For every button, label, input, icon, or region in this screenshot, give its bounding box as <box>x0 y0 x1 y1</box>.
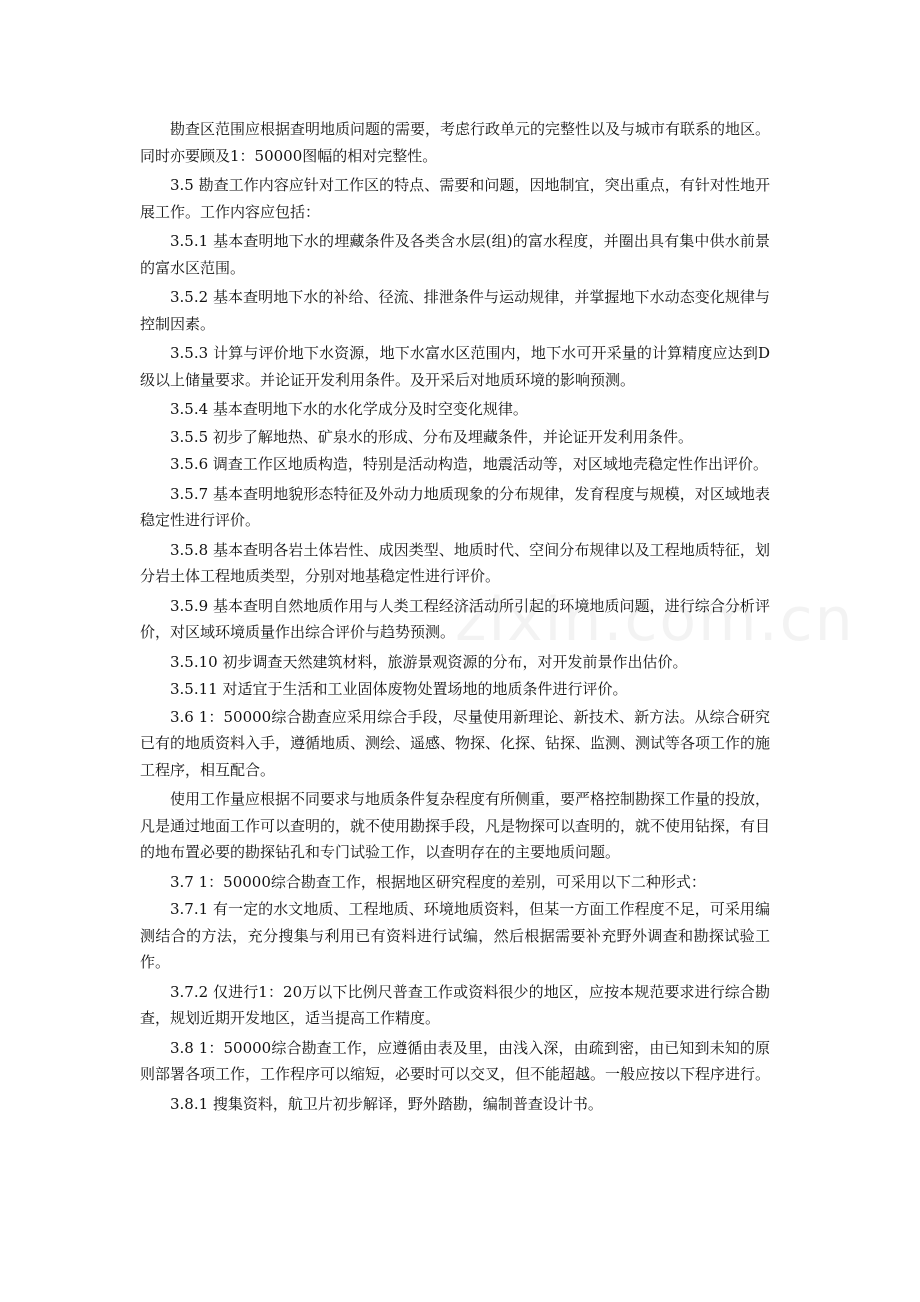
paragraph-3-5-7: 3.5.7 基本查明地貌形态特征及外动力地质现象的分布规律，发育程度与规模，对区域地表稳定性进行评价。 <box>140 484 770 529</box>
paragraph-3-5-1: 3.5.1 基本查明地下水的埋藏条件及各类含水层(组)的富水程度，并圈出具有集中供水前景的富水区范围。 <box>140 232 770 277</box>
paragraph-workload: 使用工作量应根据不同要求与地质条件复杂程度有所侧重，要严格控制勘探工作量的投放，凡是通过地面工作可以查明的，就不使用勘探手段，凡是物探可以查明的，就不使用钻探，有目的地布置必要的勘探钻孔和专门试验工作，以查明存在的主要地质问题。 <box>140 790 771 861</box>
paragraph-3-5-6: 3.5.6 调查工作区地质构造，特别是活动构造，地震活动等，对区域地壳稳定性作出评价。 <box>170 455 768 473</box>
paragraph-survey-area: 勘查区范围应根据查明地质问题的需要，考虑行政单元的完整性以及与城市有联系的地区。同时亦要顾及1：50000图幅的相对完整性。 <box>140 120 771 165</box>
paragraph-3-8: 3.8 1：50000综合勘查工作，应遵循由表及里，由浅入深，由疏到密，由已知到未知的原则部署各项工作，工作程序可以缩短，必要时可以交叉，但不能超越。一般应按以下程序进行。 <box>140 1038 771 1083</box>
paragraph-3-7: 3.7 1：50000综合勘查工作，根据地区研究程度的差别，可采用以下二种形式： <box>170 872 706 891</box>
paragraph-3-5-4: 3.5.4 基本查明地下水的水化学成分及时空变化规律。 <box>170 400 528 418</box>
paragraph-3-5-3: 3.5.3 计算与评价地下水资源，地下水富水区范围内，地下水可开采量的计算精度应达到D级以上储量要求。并论证开发利用条件。及开采后对地质环境的影响预测。 <box>140 344 770 389</box>
paragraph-3-5: 3.5 勘查工作内容应针对工作区的特点、需要和问题，因地制宜，突出重点，有针对性地开展工作。工作内容应包括： <box>140 176 770 221</box>
paragraph-3-7-2: 3.7.2 仅进行1：20万以下比例尺普查工作或资料很少的地区，应按本规范要求进行综合勘查，规划近期开发地区，适当提高工作精度。 <box>140 982 770 1027</box>
paragraph-3-6: 3.6 1：50000综合勘查应采用综合手段，尽量使用新理论、新技术、新方法。从综合研究已有的地质资料入手，遵循地质、测绘、遥感、物探、化探、钻探、监测、测试等各项工作的施工程序，相互配合。 <box>140 707 771 779</box>
paragraph-3-5-11: 3.5.11 对适宜于生活和工业固体废物处置场地的地质条件进行评价。 <box>170 680 628 698</box>
document-body <box>140 116 770 1118</box>
paragraph-3-5-10: 3.5.10 初步调查天然建筑材料，旅游景观资源的分布，对开发前景作出估价。 <box>170 652 688 671</box>
paragraph-3-5-2: 3.5.2 基本查明地下水的补给、径流、排泄条件与运动规律，并掌握地下水动态变化规律与控制因素。 <box>140 288 770 333</box>
paragraph-3-8-1: 3.8.1 搜集资料，航卫片初步解译，野外踏勘，编制普查设计书。 <box>170 1094 603 1113</box>
paragraph-3-5-9: 3.5.9 基本查明自然地质作用与人类工程经济活动所引起的环境地质问题，进行综合分析评价，对区域环境质量作出综合评价与趋势预测。 <box>140 596 770 641</box>
paragraph-3-5-5: 3.5.5 初步了解地热、矿泉水的形成、分布及埋藏条件，并论证开发利用条件。 <box>170 427 693 446</box>
paragraph-3-7-1: 3.7.1 有一定的水文地质、工程地质、环境地质资料，但某一方面工作程度不足，可采用编测结合的方法，充分搜集与利用已有资料进行试编，然后根据需要补充野外调查和勘探试验工作。 <box>140 900 770 971</box>
paragraph-3-5-8: 3.5.8 基本查明各岩土体岩性、成因类型、地质时代、空间分布规律以及工程地质特征，划分岩土体工程地质类型，分别对地基稳定性进行评价。 <box>140 540 770 585</box>
